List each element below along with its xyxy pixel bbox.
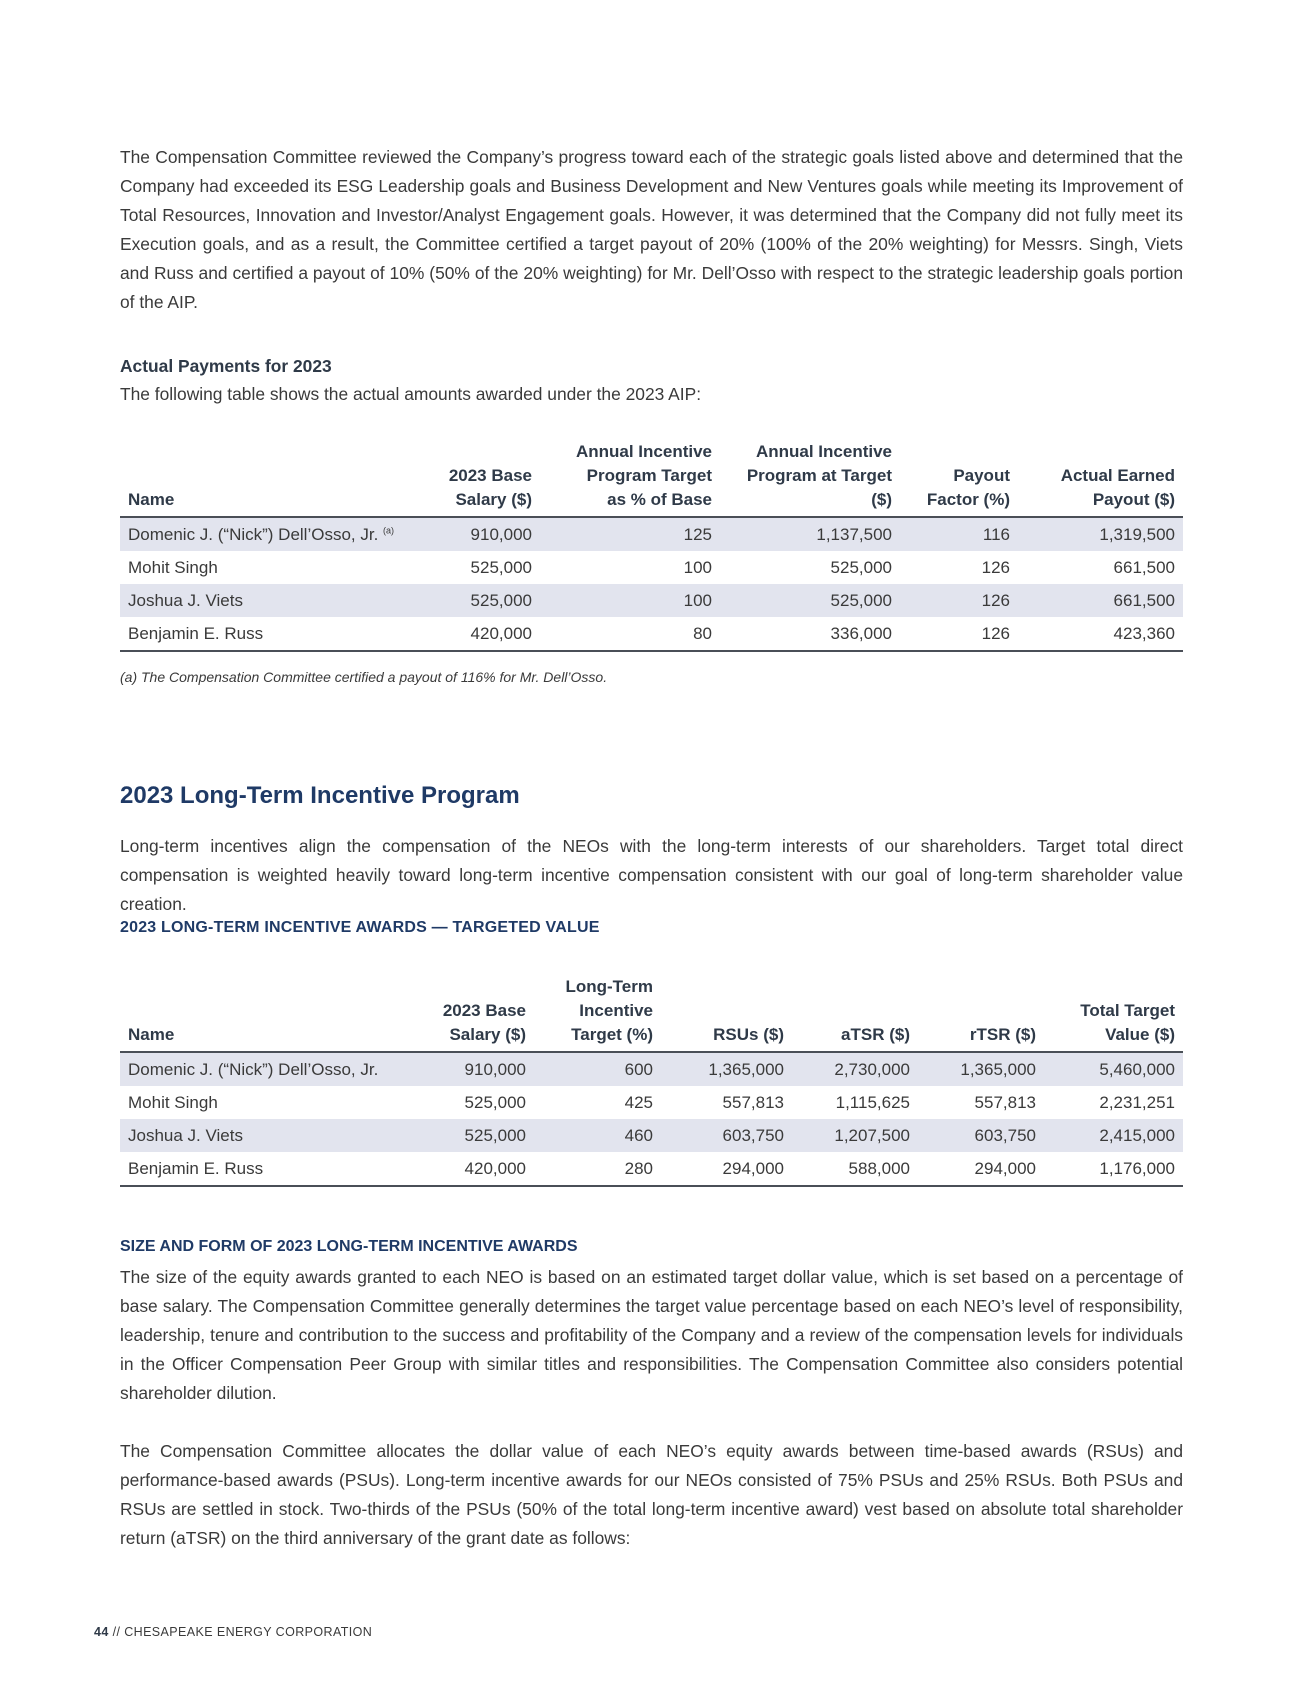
cell-atsr: 2,730,000 — [792, 1052, 918, 1086]
awards-table-heading: 2023 LONG-TERM INCENTIVE AWARDS — TARGETED VALUE — [120, 919, 600, 936]
cell-earned: 661,500 — [1113, 558, 1175, 577]
footnote-marker: (a) — [383, 525, 395, 536]
cell-target-amount: 525,000 — [830, 558, 892, 577]
cell-target-amount: 1,137,500 — [720, 517, 900, 551]
cell-atsr: 588,000 — [792, 1152, 918, 1186]
cell-lti-target: 600 — [534, 1052, 661, 1086]
actual-payments-table — [120, 440, 1183, 652]
col-header-actual-payout: Actual Earned Payout ($) — [1018, 440, 1183, 517]
col-header-name: Name — [120, 440, 420, 517]
cell-rsus: 294,000 — [661, 1152, 792, 1186]
cell-lti-target: 425 — [624, 1093, 653, 1112]
cell-base: 910,000 — [420, 517, 540, 551]
lti-awards-table — [120, 975, 1183, 1187]
cell-atsr: 1,207,500 — [792, 1119, 918, 1152]
cell-target-pct: 100 — [683, 558, 712, 577]
cell-rsus: 1,365,000 — [661, 1052, 792, 1086]
table-row — [120, 584, 1183, 617]
page-footer — [94, 1625, 372, 1639]
cell-factor: 126 — [900, 617, 1018, 651]
cell-rtsr: 1,365,000 — [918, 1052, 1044, 1086]
cell-target-pct: 125 — [540, 517, 720, 551]
col-header-total-target: Total Target Value ($) — [1044, 975, 1183, 1052]
page-number: 44 — [94, 1625, 109, 1639]
lti-intro-paragraph: Long-term incentives align the compensation of the NEOs with the long-term interests of our shareholders. Target total direct compensation is weighted heavily toward long-term incentive compensation consistent with our goal of long-term shareholder value creation. — [120, 836, 1183, 914]
cell-target-pct: 80 — [540, 617, 720, 651]
table-row — [120, 1119, 1183, 1152]
cell-factor: 126 — [981, 558, 1010, 577]
footer-separator: // — [112, 1625, 121, 1639]
table-row — [120, 1152, 1183, 1186]
cell-rtsr: 557,813 — [974, 1093, 1036, 1112]
cell-earned: 423,360 — [1018, 617, 1183, 651]
col-header-base-salary: 2023 Base Salary ($) — [420, 440, 540, 517]
cell-atsr: 1,115,625 — [835, 1093, 910, 1112]
cell-rsus: 603,750 — [661, 1119, 792, 1152]
col-header-rsus: RSUs ($) — [661, 975, 792, 1052]
cell-name: Mohit Singh — [128, 558, 218, 577]
cell-earned: 1,319,500 — [1018, 517, 1183, 551]
col-header-atsr: aTSR ($) — [792, 975, 918, 1052]
cell-name: Joshua J. Viets — [120, 584, 420, 617]
cell-base: 420,000 — [420, 1152, 534, 1186]
table-header-row — [120, 975, 1183, 1052]
cell-total: 1,176,000 — [1044, 1152, 1183, 1186]
col-header-lti-target: Long-Term Incentive Target (%) — [534, 975, 661, 1052]
col-header-rtsr: rTSR ($) — [918, 975, 1044, 1052]
cell-factor: 116 — [900, 517, 1018, 551]
table-row — [120, 1086, 1183, 1119]
cell-base: 910,000 — [420, 1052, 534, 1086]
cell-base: 525,000 — [464, 1093, 526, 1112]
cell-target-amount: 336,000 — [720, 617, 900, 651]
col-header-base-salary: 2023 Base Salary ($) — [420, 975, 534, 1052]
cell-base: 525,000 — [420, 584, 540, 617]
cell-target-amount: 525,000 — [720, 584, 900, 617]
cell-name: Mohit Singh — [128, 1093, 218, 1112]
actual-payments-lead: The following table shows the actual amounts awarded under the 2023 AIP: — [120, 384, 702, 404]
table-header-row — [120, 440, 1183, 517]
size-form-heading: SIZE AND FORM OF 2023 LONG-TERM INCENTIVE AWARDS — [120, 1238, 578, 1255]
footer-company: CHESAPEAKE ENERGY CORPORATION — [124, 1625, 373, 1639]
cell-rsus: 557,813 — [722, 1093, 784, 1112]
cell-name: Domenic J. (“Nick”) Dell’Osso, Jr. $^{(a)}$ — [120, 517, 420, 551]
cell-total: 5,460,000 — [1044, 1052, 1183, 1086]
col-header-target-amount: Annual Incentive Program at Target ($) — [720, 440, 900, 517]
cell-base: 420,000 — [420, 617, 540, 651]
table-row — [120, 551, 1183, 584]
size-form-paragraph: The size of the equity awards granted to each NEO is based on an estimated target dollar value, which is set based on a percentage of base salary. The Compensation Committee generally determines the target value percentage based on each NEO’s level of responsibility, leadership, tenure and contribution to the success and profitability of the Company and a review of the compensation levels for individuals in the Officer Compensation Peer Group with similar titles and responsibilities. The Compensation Committee also considers potential shareholder dilution. — [120, 1267, 1183, 1403]
cell-base: 525,000 — [420, 1119, 534, 1152]
cell-lti-target: 280 — [534, 1152, 661, 1186]
cell-name: Benjamin E. Russ — [120, 617, 420, 651]
actual-payments-heading: Actual Payments for 2023 — [120, 356, 332, 376]
cell-rtsr: 294,000 — [918, 1152, 1044, 1186]
section-title: 2023 Long-Term Incentive Program — [120, 782, 520, 809]
col-header-name: Name — [120, 975, 420, 1052]
cell-total: 2,231,251 — [1099, 1093, 1175, 1112]
intro-paragraph: The Compensation Committee reviewed the Company’s progress toward each of the strategic goals listed above and determined that the Company had exceeded its ESG Leadership goals and Business Development and New Ventures goals while meeting its Improvement of Total Resources, Innovation and Investor/Analyst Engagement goals. However, it was determined that the Company did not fully meet its Execution goals, and as a result, the Committee certified a target payout of 20% (100% of the 20% weighting) for Messrs. Singh, Viets and Russ and certified a payout of 10% (50% of the 20% weighting) for Mr. Dell’Osso with respect to the strategic leadership goals portion of the AIP. — [120, 147, 1183, 312]
cell-total: 2,415,000 — [1044, 1119, 1183, 1152]
cell-name: Domenic J. (“Nick”) Dell’Osso, Jr. — [120, 1052, 420, 1086]
cell-factor: 126 — [900, 584, 1018, 617]
table-row — [120, 1052, 1183, 1086]
table-row — [120, 617, 1183, 651]
cell-name: Joshua J. Viets — [120, 1119, 420, 1152]
col-header-target-pct: Annual Incentive Program Target as % of Base — [540, 440, 720, 517]
cell-rtsr: 603,750 — [918, 1119, 1044, 1152]
cell-base: 525,000 — [470, 558, 532, 577]
cell-earned: 661,500 — [1018, 584, 1183, 617]
table-footnote: (a) The Compensation Committee certified a payout of 116% for Mr. Dell’Osso. — [120, 669, 608, 685]
col-header-payout-factor: Payout Factor (%) — [900, 440, 1018, 517]
cell-target-pct: 100 — [540, 584, 720, 617]
allocation-paragraph: The Compensation Committee allocates the dollar value of each NEO’s equity awards between time-based awards (RSUs) and performance-based awards (PSUs). Long-term incentive awards for our NEOs consisted of 75% PSUs and 25% RSUs. Both PSUs and RSUs are settled in stock. Two-thirds of the PSUs (50% of the total long-term incentive award) vest based on absolute total shareholder return (aTSR) on the third anniversary of the grant date as follows: — [120, 1441, 1183, 1548]
cell-name: Benjamin E. Russ — [120, 1152, 420, 1186]
cell-lti-target: 460 — [534, 1119, 661, 1152]
table-row — [120, 517, 1183, 551]
